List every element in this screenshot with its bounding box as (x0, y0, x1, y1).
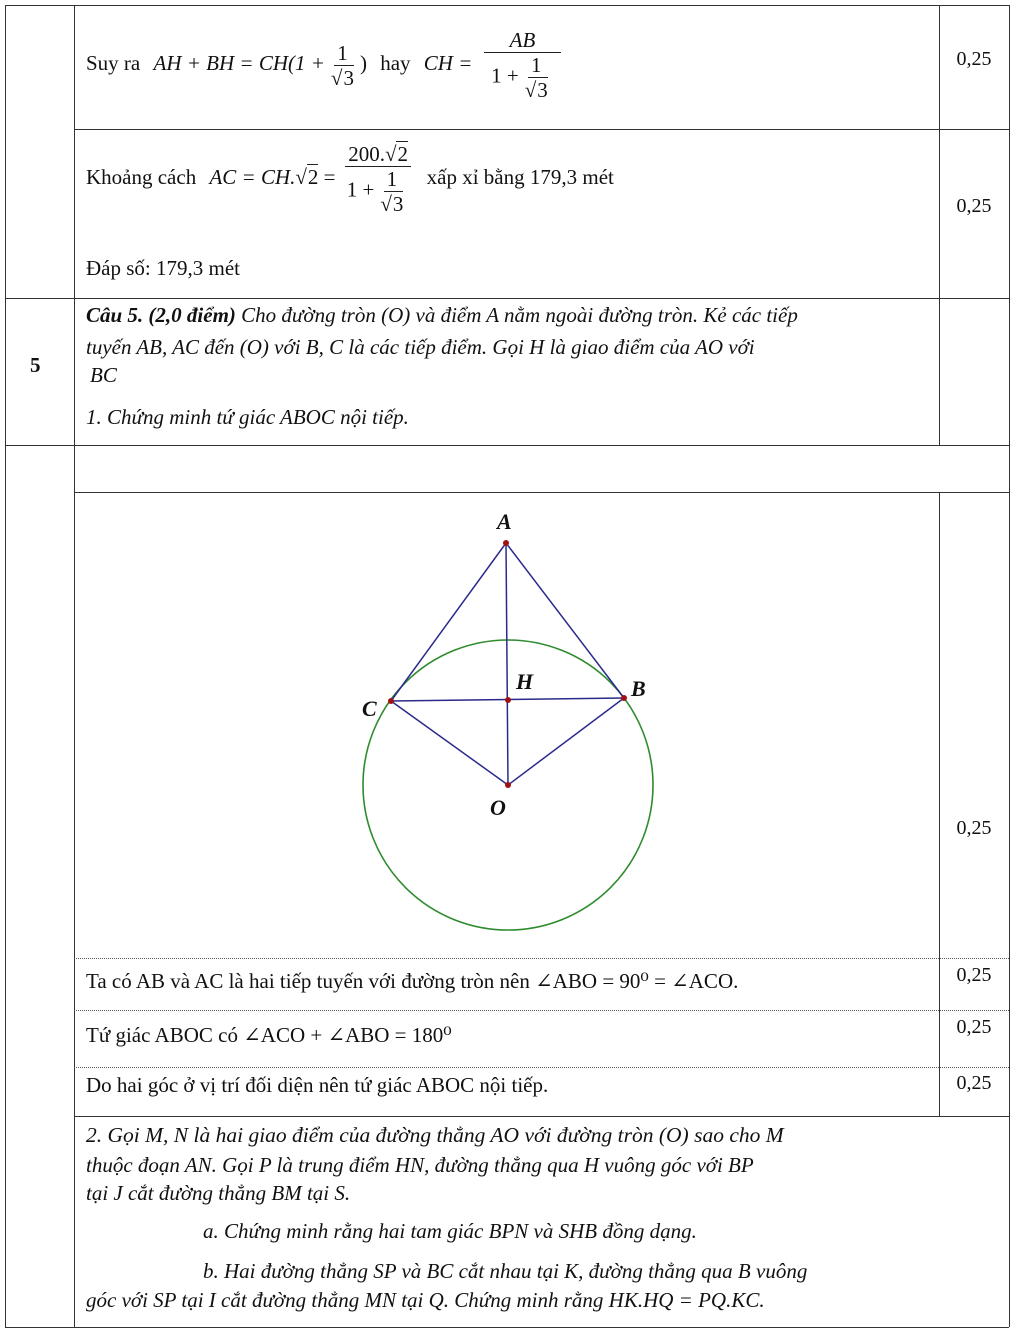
row1-score: 0,25 (956, 48, 992, 70)
row1-frac-ab-num: AB (484, 28, 562, 53)
question-text-line2: tuyến AB, AC đến (O) với B, C là các tiếp điểm. Gọi H là giao điểm của AO với (86, 335, 755, 359)
row2-inner-sqrt: 3 (392, 192, 404, 216)
label-o: O (490, 795, 506, 820)
part2-line1: 2. Gọi M, N là hai giao điểm của đường thẳng AO với đường tròn (O) sao cho M (86, 1123, 784, 1147)
proof-line-1: Ta có AB và AC là hai tiếp tuyến với đường tròn nên ∠ABO = 90⁰ = ∠ACO. (86, 969, 739, 993)
row1-ch-eq: CH = (423, 50, 473, 75)
proof-score-2: 0,25 (956, 1016, 992, 1038)
figure-score: 0,25 (956, 817, 992, 839)
row1-inner-den: √3 (524, 78, 548, 102)
proof-line-2: Tứ giác ABOC có ∠ACO + ∠ABO = 180⁰ (86, 1023, 452, 1047)
segment-ao (506, 543, 508, 785)
label-h: H (516, 669, 534, 694)
label-a: A (497, 509, 512, 534)
row2-num: 200. (348, 142, 385, 166)
point-o (505, 782, 511, 788)
row1-close: ) (359, 50, 367, 75)
proof-score-1: 0,25 (956, 964, 992, 986)
point-b (621, 695, 627, 701)
question-number: 5 (30, 353, 41, 377)
row2-frac-num: 200.√2 (345, 142, 411, 167)
part2-b1: b. Hai đường thẳng SP và BC cắt nhau tại K, đường thẳng qua B vuông (203, 1259, 808, 1283)
question-bold-intro: Câu 5. (2,0 điểm) (86, 303, 236, 327)
question-text-line3: BC (90, 363, 117, 387)
point-c (388, 698, 394, 704)
row2-score: 0,25 (956, 195, 992, 217)
point-h (505, 697, 511, 703)
part2-line3: tại J cắt đường thẳng BM tại S. (86, 1181, 351, 1205)
row1-inner-sqrt: 3 (537, 78, 548, 102)
row2-answer: Đáp số: 179,3 mét (86, 256, 240, 280)
point-a (503, 540, 509, 546)
segment-co (391, 701, 508, 785)
proof-score-3: 0,25 (956, 1072, 992, 1094)
row1-one-plus: 1 + (491, 63, 519, 88)
label-c: C (362, 696, 377, 721)
segment-ac (391, 543, 506, 701)
proof-line-3: Do hai góc ở vị trí đối diện nên tứ giác ABOC nội tiếp. (86, 1073, 549, 1097)
row1-frac-sqrt: 3 (343, 65, 354, 90)
row2-label: Khoảng cách (86, 164, 197, 189)
part2-line2: thuộc đoạn AN. Gọi P là trung điểm HN, đường thẳng qua H vuông góc với BP (86, 1153, 754, 1177)
row2-num-sqrt: 2 (397, 142, 408, 166)
row2-eq: = (323, 164, 336, 189)
segment-bo (508, 698, 624, 785)
question-text-line1: Cho đường tròn (O) và điểm A nằm ngoài đường tròn. Kẻ các tiếp (241, 303, 798, 327)
label-b: B (631, 676, 646, 701)
row2-content: Khoảng cách AC = CH.√2 = 200.√2 1 + $\frac{1}{√3}$ xấp xỉ bằng 179,3 mét (86, 142, 614, 216)
row2-sqrt2: 2 (307, 164, 319, 189)
part2-b2: góc với SP tại I cắt đường thẳng MN tại Q. Chứng minh rằng HK.HQ = PQ.KC. (86, 1288, 765, 1312)
row2-one-plus: 1 + (346, 177, 375, 202)
row1-inner-num: 1 (528, 53, 545, 78)
row1-expr: AH + BH = CH(1 + (153, 50, 325, 75)
question-part1: 1. Chứng minh tứ giác ABOC nội tiếp. (86, 405, 409, 429)
row2-inner-num: 1 (384, 167, 401, 192)
row1-label: Suy ra (86, 50, 141, 75)
row1-hay: hay (380, 50, 411, 75)
row1-frac-den: √3 (330, 65, 354, 90)
row1-frac-num: 1 (334, 41, 351, 66)
row2-inner-den: √3 (380, 192, 404, 216)
row2-expr: AC = CH. (209, 164, 296, 189)
part2-a: a. Chứng minh rằng hai tam giác BPN và SHB đồng dạng. (203, 1219, 697, 1243)
row2-approx: xấp xỉ bằng 179,3 mét (426, 164, 614, 189)
